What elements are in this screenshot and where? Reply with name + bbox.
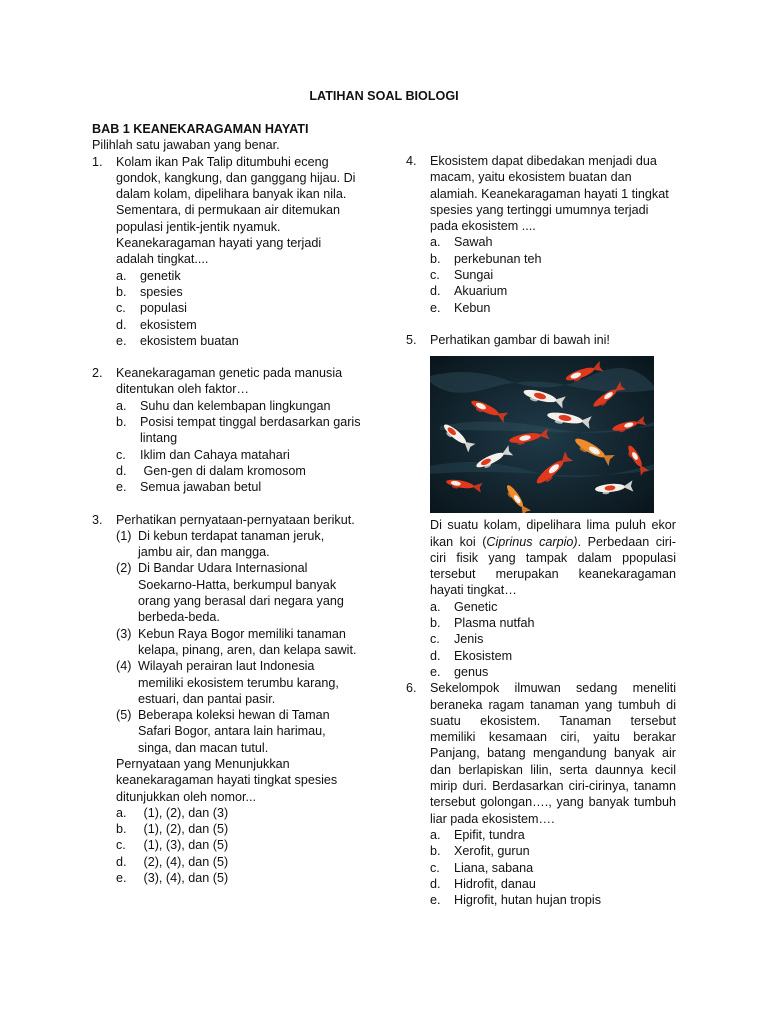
option-d: d. Akuarium [430,284,508,299]
option-a: a. (1), (2), dan (3) [116,805,229,820]
option-a: a. Genetic [430,599,498,614]
option-e: e. (3), (4), dan (5) [116,871,229,886]
left-column [92,121,362,886]
question-number: 3. [92,512,103,527]
question-prompt: Pernyataan yang Menunjukkan keanekaragaman hayati tingkat spesies ditunjukkan oleh nomor... [116,756,338,804]
option-c: c. Sungai [430,268,494,283]
right-column [406,153,676,908]
statements-list [116,528,362,756]
option-b: b. Xerofit, gurun [430,844,530,859]
option-d: d. (2), (4), dan (5) [116,854,229,869]
koi-fish-photo [430,356,654,513]
question-text: Keanekaragaman genetic pada manusia ditentukan oleh faktor… [116,366,343,397]
option-d: d. Ekosistem [430,648,513,663]
option-c: c. Liana, sabana [430,860,534,875]
statement-2: (2) Di Bandar Udara Internasional Soekarno-Hatta, berkumpul banyak orang yang berasal dari negara yang berbeda-beda. [116,561,344,625]
chapter-heading: BAB 1 KEANEKARAGAMAN HAYATI [92,122,309,136]
question-text: Perhatikan pernyataan-pernyataan berikut. [116,512,355,527]
option-b: b. Posisi tempat tinggal berdasarkan garis lintang [116,415,361,446]
option-a: a. Suhu dan kelembapan lingkungan [116,398,331,413]
option-d: d. Hidrofit, danau [430,876,536,891]
statement-3: (3) Kebun Raya Bogor memiliki tanaman kelapa, pinang, aren, dan kelapa sawit. [116,626,357,657]
statement-5: (5) Beberapa koleksi hewan di Taman Safari Bogor, antara lain harimau, singa, dan macan tutul. [116,708,330,755]
option-e: e. ekosistem buatan [116,333,239,348]
option-a: a. genetik [116,268,181,283]
question-caption: Di suatu kolam, dipelihara lima puluh ekor ikan koi (Ciprinus carpio). Perbedaan ciri-ciri fisik yang tampak dalam ppopulasi tersebut merupakan keanekaragaman hayati tingkat… [430,518,676,598]
instruction: Pilihlah satu jawaban yang benar. [92,138,280,153]
option-a: a. Epifit, tundra [430,827,525,842]
option-e: e. Higrofit, hutan hujan tropis [430,893,602,908]
option-c: c. populasi [116,301,187,316]
question-number: 6. [406,681,417,696]
options-list [430,234,676,315]
question-text: Kolam ikan Pak Talip ditumbuhi eceng gondok, kangkung, dan ganggang hijau. Di dalam kolam, dipelihara banyak ikan nila. Sementara, di permukaan air ditemukan populasi jentik-jentik nyamuk. Keanekaragaman hayati yang terjadi adalah tingkat.... [116,154,356,267]
option-d: d. Gen-gen di dalam kromosom [116,463,306,478]
statement-1: (1) Di kebun terdapat tanaman jeruk, jambu air, dan mangga. [116,528,325,560]
option-e: e. Semua jawaban betul [116,480,262,495]
option-b: b. Plasma nutfah [430,616,535,631]
option-a: a. Sawah [430,235,493,250]
option-e: e. Kebun [430,300,491,315]
question-text: Sekelompok ilmuwan sedang meneliti beraneka ragam tanaman yang tumbuh di suatu ekosistem. Tanaman tersebut memiliki kesamaan ciri, yaitu berakar Panjang, batang mengandung banyak air dan berlapiskan lilin, serta daunnya kecil mirip duri. Berdasarkan ciri-cirinya, tanamn tersebut golongan…., yang banyak tumbuh liar pada ekosistem…. [430,681,676,826]
options-list [430,827,676,908]
question-number: 2. [92,366,103,381]
question-1 [92,154,362,350]
options-list [430,599,676,680]
option-e: e. genus [430,664,489,679]
option-c: c. Jenis [430,632,484,647]
question-number: 1. [92,154,103,169]
question-number: 4. [406,154,417,168]
option-b: b. spesies [116,284,183,299]
page-title: LATIHAN SOAL BIOLOGI [309,89,459,103]
option-b: b. (1), (2), dan (5) [116,822,229,837]
question-4 [406,153,676,316]
options-list [116,268,362,349]
question-2 [92,365,362,495]
option-c: c. (1), (3), dan (5) [116,838,229,853]
question-3 [92,512,362,887]
question-text: Perhatikan gambar di bawah ini! [430,332,610,347]
option-d: d. ekosistem [116,317,197,332]
options-list [116,398,362,496]
koi-pond-image [430,356,676,513]
statement-4: (4) Wilayah perairan laut Indonesia memiliki ekosistem terumbu karang, estuari, dan pantai pasir. [116,659,339,706]
question-6 [406,680,676,908]
options-list [116,805,362,886]
option-c: c. Iklim dan Cahaya matahari [116,447,290,462]
question-5 [406,332,676,680]
question-text: Ekosistem dapat dibedakan menjadi dua macam, yaitu ekosistem buatan dan alamiah. Keanekaragaman hayati 1 tingkat spesies yang tertinggi umumnya terjadi pada ekosistem .... [430,154,669,234]
question-number: 5. [406,332,417,347]
option-b: b. perkebunan teh [430,251,542,266]
